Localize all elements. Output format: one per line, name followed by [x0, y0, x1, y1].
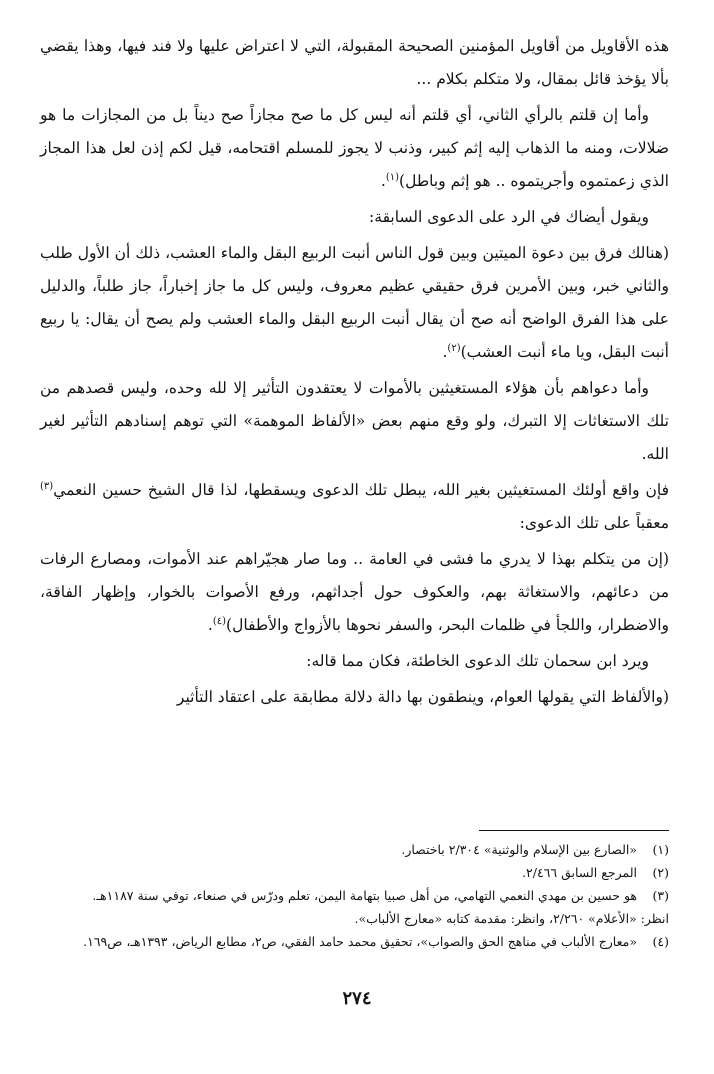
paragraph-6	[40, 474, 669, 540]
page-number: ٢٧٤	[342, 988, 372, 1009]
paragraph-4-end: .	[442, 343, 448, 361]
footnote-ref-4[interactable]: (٤)	[212, 615, 227, 627]
footnote-ref-2[interactable]: (٢)	[447, 342, 461, 354]
footnote-4-number: (٤)	[652, 934, 669, 949]
footnotes	[40, 838, 669, 953]
footnote-1-text: «الصارع بين الإسلام والوثنية» ٢/٣٠٤ باختصار.	[401, 842, 637, 857]
paragraph-4-text: (هنالك فرق بين دعوة الميتين وبين قول الناس أنبت الربيع البقل والماء العشب، ذلك أن الأول طلب والثاني خبر، وبين الأمرين فرق حقيقي عظيم معروف، وليس كل ما جاز إخباراً، جاز طلباً، والدليل على هذا الفرق الواضح أنه صح أن يقال أنبت الربيع البقل والماء العشب ولم يصح أن يقال: يا ربيع أنبت البقل، ويا ماء أنبت العشب)	[40, 244, 669, 361]
paragraph-3	[40, 201, 669, 234]
document-page	[40, 30, 669, 1054]
paragraph-8	[40, 645, 669, 678]
paragraph-3-text: ويقول أيضاك في الرد على الدعوى السابقة:	[369, 208, 649, 226]
footnote-3	[40, 884, 669, 907]
paragraph-5	[40, 372, 669, 471]
footnote-ref-3[interactable]: (٣)	[40, 480, 54, 492]
paragraph-6-text-b: معقباً على تلك الدعوى:	[519, 514, 669, 532]
paragraph-6-text-a: فإن واقع أولئك المستغيثين بغير الله، يبطل تلك الدعوى ويسقطها، لذا قال الشيخ حسين النعمي	[53, 481, 669, 499]
paragraph-8-text: ويرد ابن سحمان تلك الدعوى الخاطئة، فكان مما قاله:	[306, 652, 649, 670]
paragraph-2-text: وأما إن قلتم بالرأي الثاني، أي قلتم أنه ليس كل ما صح مجازاً صح ديناً بل من المجازات ما هو ضلالات، ومنه ما الذهاب إليه إثم كبير، وذنب لا يجوز للمسلم اقتحامه، قيل لكم إذن لعل هذا المجاز الذي زعمتموه وأجريتموه .. هو إثم وباطل)	[40, 106, 669, 190]
footnote-3-continuation	[40, 907, 669, 930]
footnote-divider	[479, 830, 669, 831]
paragraph-7-end: .	[207, 616, 213, 634]
footnote-1-number: (١)	[652, 842, 669, 857]
paragraph-9	[40, 681, 669, 714]
footnote-2	[40, 861, 669, 884]
paragraph-2	[40, 99, 669, 198]
paragraph-7-text: (إن من يتكلم بهذا لا يدري ما فشى في العامة .. وما صار هجيّراهم عند الأموات، ومصارع الرفات من دعائهم، والاستغاثة بهم، والعكوف حول أجداثهم، ورفع الأصوات بالخوار، وإظهار الفاقة، والاضطرار، واللجأ في ظلمات البحر، والسفر نحوها بالأزواج والأطفال)	[40, 550, 669, 634]
paragraph-1	[40, 30, 669, 96]
footnote-2-number: (٢)	[652, 865, 669, 880]
footnote-4	[40, 930, 669, 953]
footnote-1	[40, 838, 669, 861]
paragraph-9-text: (والألفاظ التي يقولها العوام، وينطقون بها دالة دلالة مطابقة على اعتقاد التأثير	[176, 688, 669, 706]
footnote-2-text: المرجع السابق ٢/٤٦٦.	[522, 865, 637, 880]
footnote-3-text: هو حسين بن مهدي النعمي التهامي، من أهل صبيا بتهامة اليمن، تعلم ودرّس في صنعاء، توفي سنة ١١٨٧هـ.	[92, 888, 637, 903]
paragraph-2-end: .	[380, 172, 386, 190]
paragraph-5-text: وأما دعواهم بأن هؤلاء المستغيثين بالأموات لا يعتقدون التأثير إلا لله وحده، وليس قصدهم من تلك الاستغاثات إلا التبرك، ولو وقع منهم بعض «الألفاظ الموهمة» التي توهم إسنادهم التأثير لغير الله.	[40, 379, 669, 463]
paragraph-4	[40, 237, 669, 369]
paragraph-7	[40, 543, 669, 642]
paragraph-1-text: هذه الأقاويل من أقاويل المؤمنين الصحيحة المقبولة، التي لا اعتراض عليها ولا فند فيها، وهذا يقضي بألا يؤخذ قائل بمقال، ولا متكلم بكلام ...	[40, 37, 669, 88]
footnote-3-continuation-text: انظر: «الأعلام» ٢/٢٦٠، وانظر: مقدمة كتابه «معارج الألباب».	[354, 911, 669, 926]
footnote-ref-1[interactable]: (١)	[385, 171, 400, 183]
body-text	[40, 30, 669, 714]
footnote-3-number: (٣)	[652, 888, 669, 903]
footnote-4-text: «معارج الألباب في مناهج الحق والصواب»، تحقيق محمد حامد الفقي، ص٢، مطابع الرياض، ١٣٩٣هـ، ص١٦٩.	[83, 934, 637, 949]
